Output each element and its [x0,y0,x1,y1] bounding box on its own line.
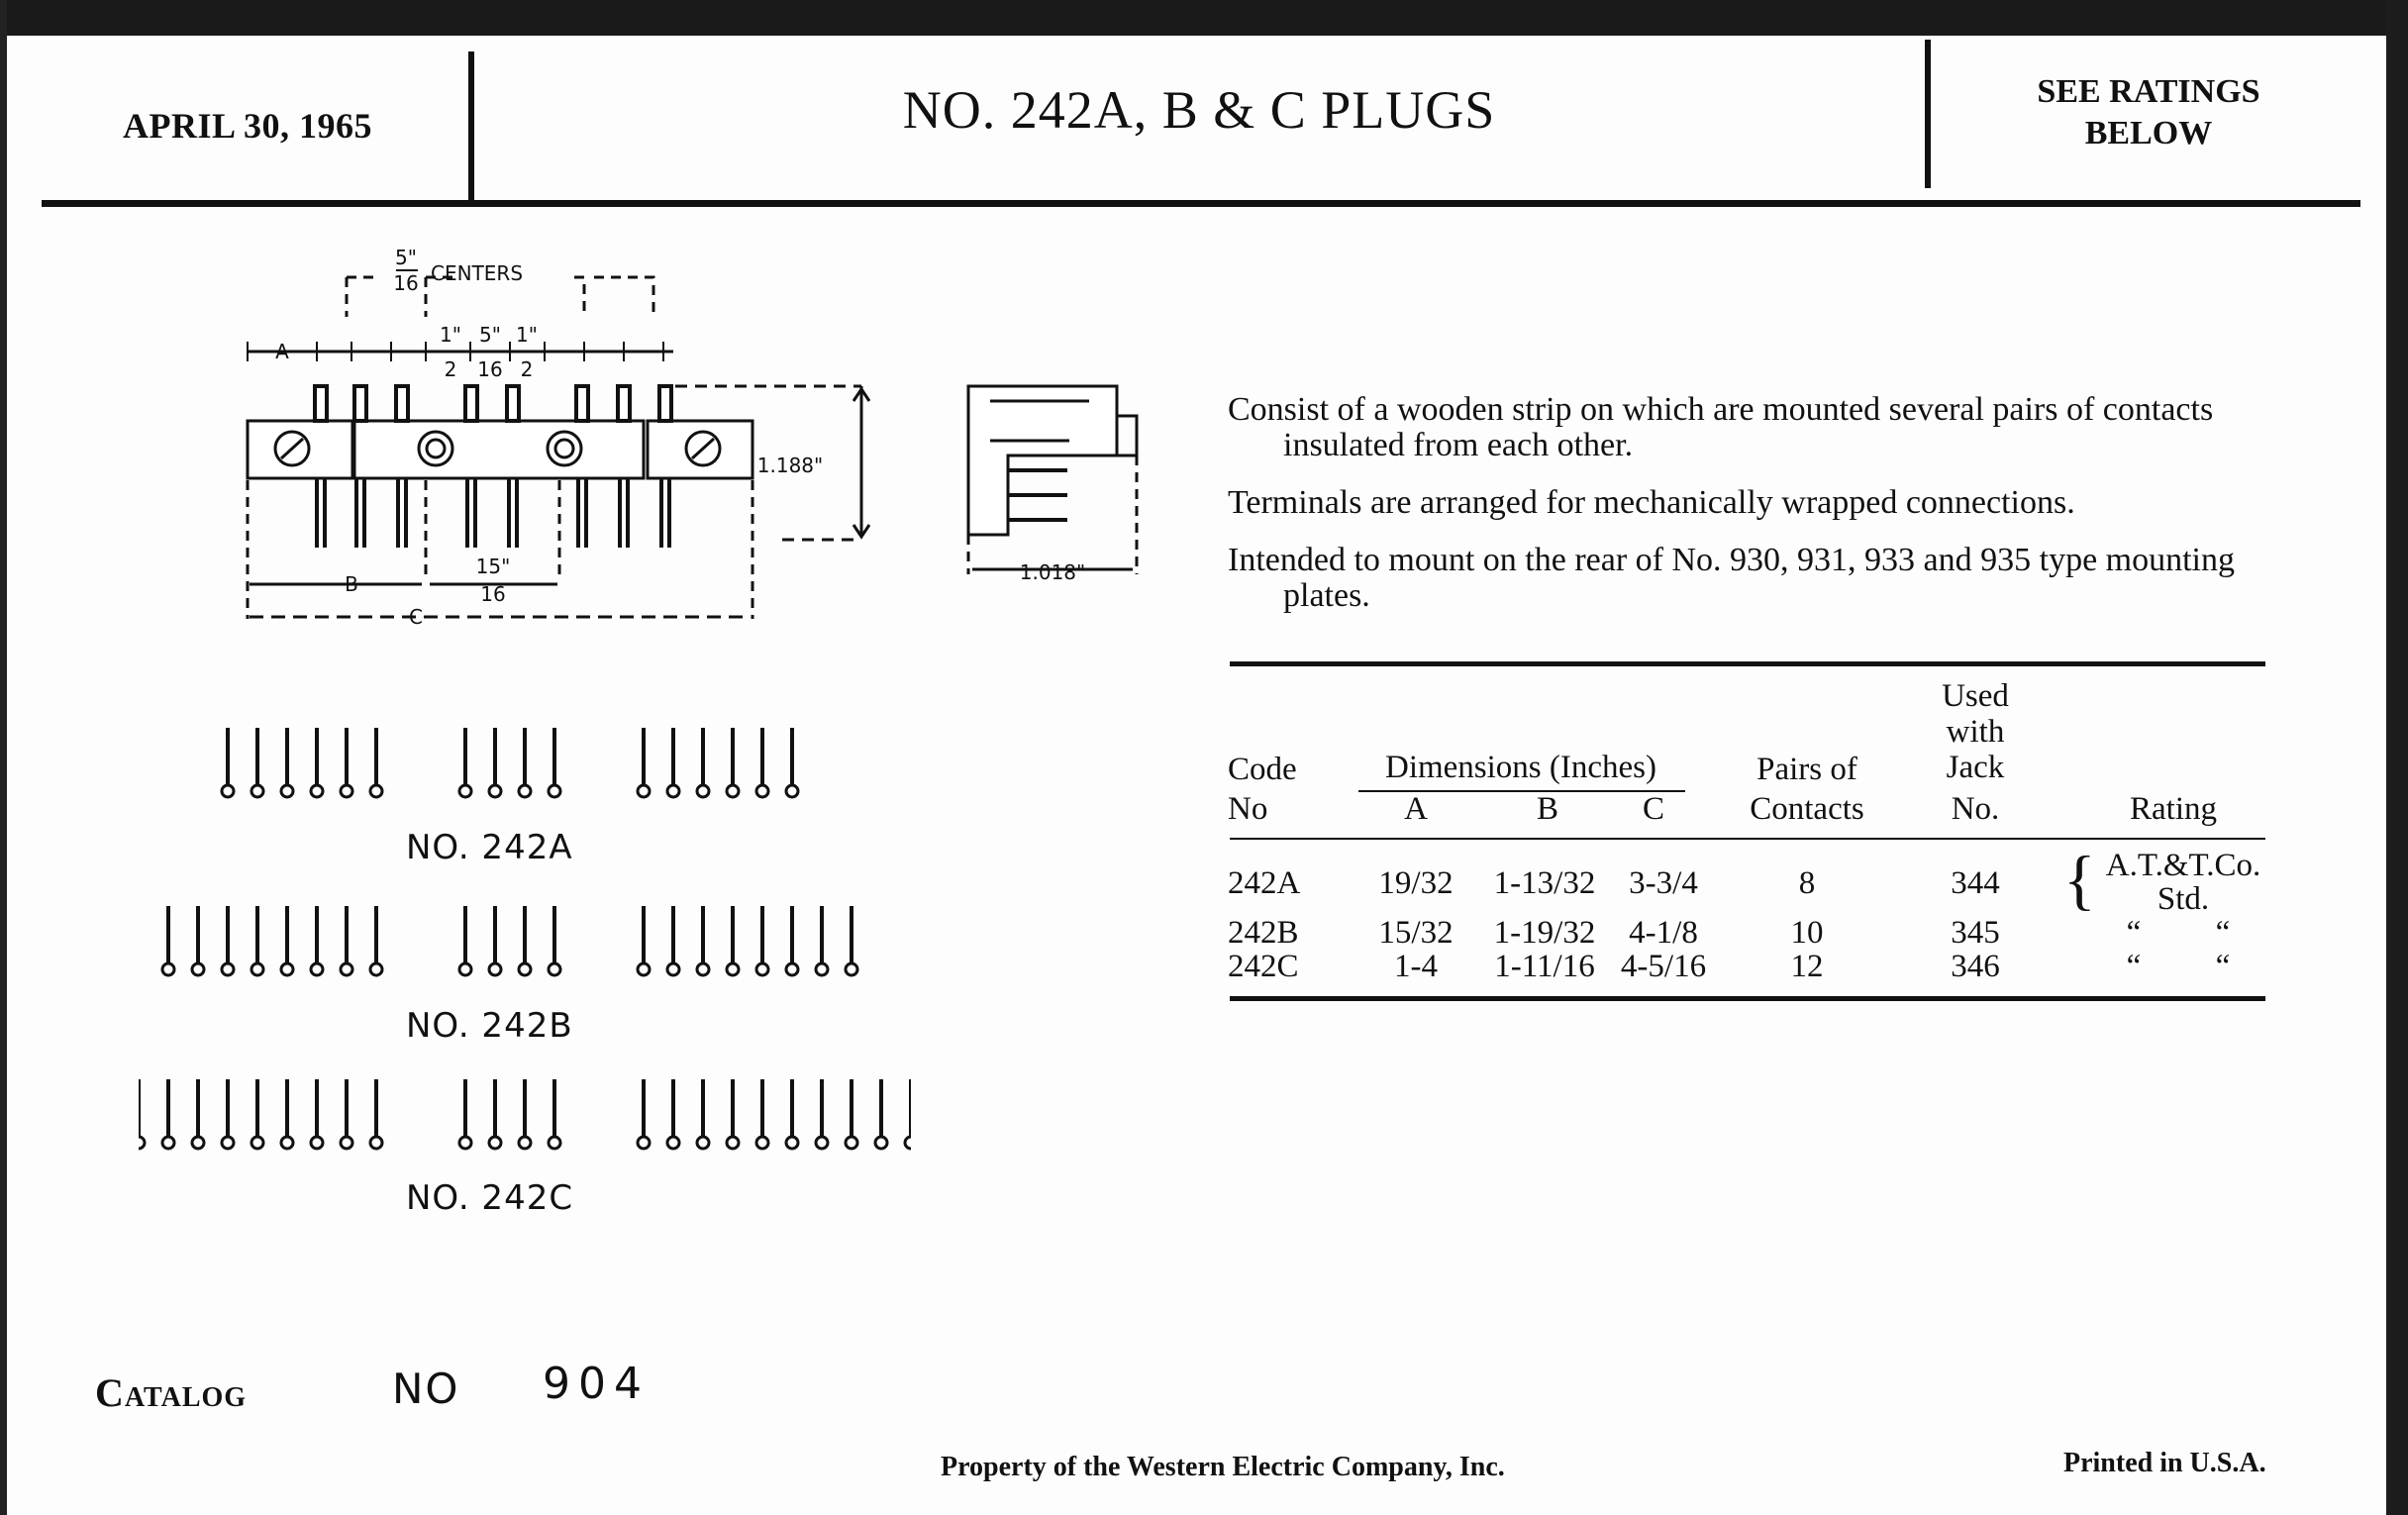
dim-label-c: C [409,605,423,629]
catalog-no-label: NO [392,1364,460,1413]
centers-fraction-num: 5" [395,246,417,269]
rating-note-line-1: SEE RATINGS [2037,73,2260,110]
terminal-pin [756,906,768,975]
scan-border-left [0,0,7,1515]
half-fraction-num-1: 1" [440,323,461,347]
dim-label-a: A [275,340,289,363]
header-pairs-2: Contacts [1750,791,1864,827]
terminal-pin [846,906,857,975]
half-fraction-den-1: 2 [444,357,457,381]
page-title: NO. 242A, B & C PLUGS [902,80,1496,140]
row-242b-a: 15/32 [1378,915,1454,951]
printed-notice: Printed in U.S.A. [2063,1448,2266,1478]
terminal-pin [162,1079,174,1149]
terminal-pin [667,906,679,975]
terminal-pin [222,728,234,797]
plug-label-242a: NO. 242A [406,828,573,867]
terminal-pin [251,906,263,975]
header-pairs-1: Pairs of [1756,752,1857,787]
terminal-pin [846,1079,857,1149]
row-242a-b: 1-13/32 [1493,865,1596,901]
plug-label-242c: NO. 242C [406,1178,574,1218]
terminal-pin [638,1079,650,1149]
terminal-pin [816,1079,828,1149]
terminal-pin [222,1079,234,1149]
description-line-3: Intended to mount on the rear of No. 930, 931, 933 and 935 type mounting plates. [1228,542,2235,614]
terminal-pin [459,906,471,975]
terminal-pin [311,1079,323,1149]
terminal-pin [638,906,650,975]
terminal-pin [192,1079,204,1149]
description-line-1: Consist of a wooden strip on which are mounted several pairs of contacts insulated from each other. [1228,391,2214,463]
centers-label: CENTERS [431,261,524,285]
header-used-3: Jack [1946,750,2005,785]
terminal-pin [638,728,650,797]
row-242a-jack: 344 [1951,865,2000,901]
row-242b-code: 242B [1228,915,1299,951]
row-242c-rating-1: “ [2126,949,2142,984]
row-242c-pairs: 12 [1790,949,1824,984]
terminal-patterns [139,728,911,1173]
terminal-pin [549,1079,560,1149]
table-top-rule [1230,661,2265,666]
description [1228,392,2267,636]
plug-label-242b: NO. 242B [406,1006,573,1046]
terminal-pin [251,728,263,797]
terminal-pin [370,1079,382,1149]
table-bottom-rule [1230,996,2265,1001]
terminal-pin [192,906,204,975]
header-dim-c: C [1642,791,1664,827]
terminal-pin [816,906,828,975]
terminal-pin [281,728,293,797]
terminal-pin [489,1079,501,1149]
terminal-pin [162,906,174,975]
terminal-pin [756,1079,768,1149]
row-242a-rating-1: A.T.&T.Co. [2105,848,2261,883]
row-242c-a: 1-4 [1394,949,1438,984]
half-fraction-den-2: 2 [520,357,534,381]
scan-border-top [0,0,2408,36]
description-line-2: Terminals are arranged for mechanically wrapped connections. [1228,484,2075,521]
terminal-pin [786,1079,798,1149]
terminal-pin [519,906,531,975]
terminal-pin [697,1079,709,1149]
terminal-pin [251,1079,263,1149]
terminal-pin [727,1079,739,1149]
row-242a-a: 19/32 [1378,865,1454,901]
terminal-pin [727,906,739,975]
terminal-pin [370,728,382,797]
terminal-pin [549,728,560,797]
terminal-pin [459,728,471,797]
half-fraction-num-2: 1" [516,323,538,347]
five-fraction-num: 5" [479,323,501,347]
five-fraction-den: 16 [477,357,503,381]
row-242b-rating-1: “ [2126,915,2142,951]
row-242b-pairs: 10 [1790,915,1824,951]
row-242b-b: 1-19/32 [1493,915,1596,951]
row-242c-jack: 346 [1951,949,2000,984]
row-242b-rating-2: “ [2215,915,2231,951]
terminal-pin [905,1079,911,1149]
scan-border-right [2386,0,2408,1515]
header-dim-b: B [1536,791,1558,827]
terminal-pin [459,1079,471,1149]
property-notice: Property of the Western Electric Company, Inc. [941,1452,1505,1482]
row-242b-jack: 345 [1951,915,2000,951]
header-dimensions: Dimensions (Inches) [1384,750,1657,785]
dim-label-b: B [345,572,358,596]
header-used-1: Used [1942,678,2009,714]
row-242b-c: 4-1/8 [1629,915,1698,951]
rating-brace: { [2063,842,2096,917]
terminal-pin [667,728,679,797]
rating-note [1941,71,2357,154]
fifteen-fraction-num: 15" [475,555,511,578]
table-header-rule [1230,838,2265,840]
row-242c-rating-2: “ [2215,949,2231,984]
header-code: Code [1228,752,1297,787]
terminal-pin [341,906,352,975]
terminal-pin [311,728,323,797]
terminal-pin [341,728,352,797]
rating-note-line-2: BELOW [2084,115,2213,152]
header-used-2: with [1946,714,2005,750]
terminal-pin [756,728,768,797]
row-242c-c: 4-5/16 [1620,949,1707,984]
terminal-pin [311,906,323,975]
fifteen-fraction-den: 16 [480,582,506,606]
terminal-pin [519,1079,531,1149]
header-rule [42,200,2360,207]
terminal-pin [727,728,739,797]
terminal-pin [370,906,382,975]
row-242c-code: 242C [1228,949,1299,984]
terminal-pin [875,1079,887,1149]
terminal-pin [281,906,293,975]
row-242c-b: 1-11/16 [1494,949,1595,984]
header-rating: Rating [2130,791,2217,827]
terminal-pin [786,906,798,975]
terminal-pin [697,906,709,975]
terminal-pin [139,1079,145,1149]
terminal-pin [489,906,501,975]
header-divider-right [1925,40,1931,188]
catalog-number: 904 [543,1359,650,1409]
height-dimension: 1.188" [756,454,824,477]
terminal-pin [341,1079,352,1149]
row-242a-c: 3-3/4 [1629,865,1698,901]
row-242a-pairs: 8 [1798,865,1816,901]
plug-dimension-drawing [228,243,1139,639]
terminal-pin [222,906,234,975]
terminal-pin [281,1079,293,1149]
terminal-pin [667,1079,679,1149]
catalog-label: Catalog [95,1370,248,1415]
header-used-4: No. [1951,791,2000,827]
header-no: No [1228,791,1268,827]
row-242a-rating-2: Std. [2157,881,2210,917]
issue-date: APRIL 30, 1965 [123,106,373,146]
terminal-pin [697,728,709,797]
terminal-pin [549,906,560,975]
depth-dimension: 1.018" [1019,560,1086,584]
terminal-pin [489,728,501,797]
row-242a-code: 242A [1228,865,1301,901]
centers-fraction-den: 16 [393,271,419,295]
header-dim-a: A [1404,791,1428,827]
terminal-pin [786,728,798,797]
terminal-pin [519,728,531,797]
